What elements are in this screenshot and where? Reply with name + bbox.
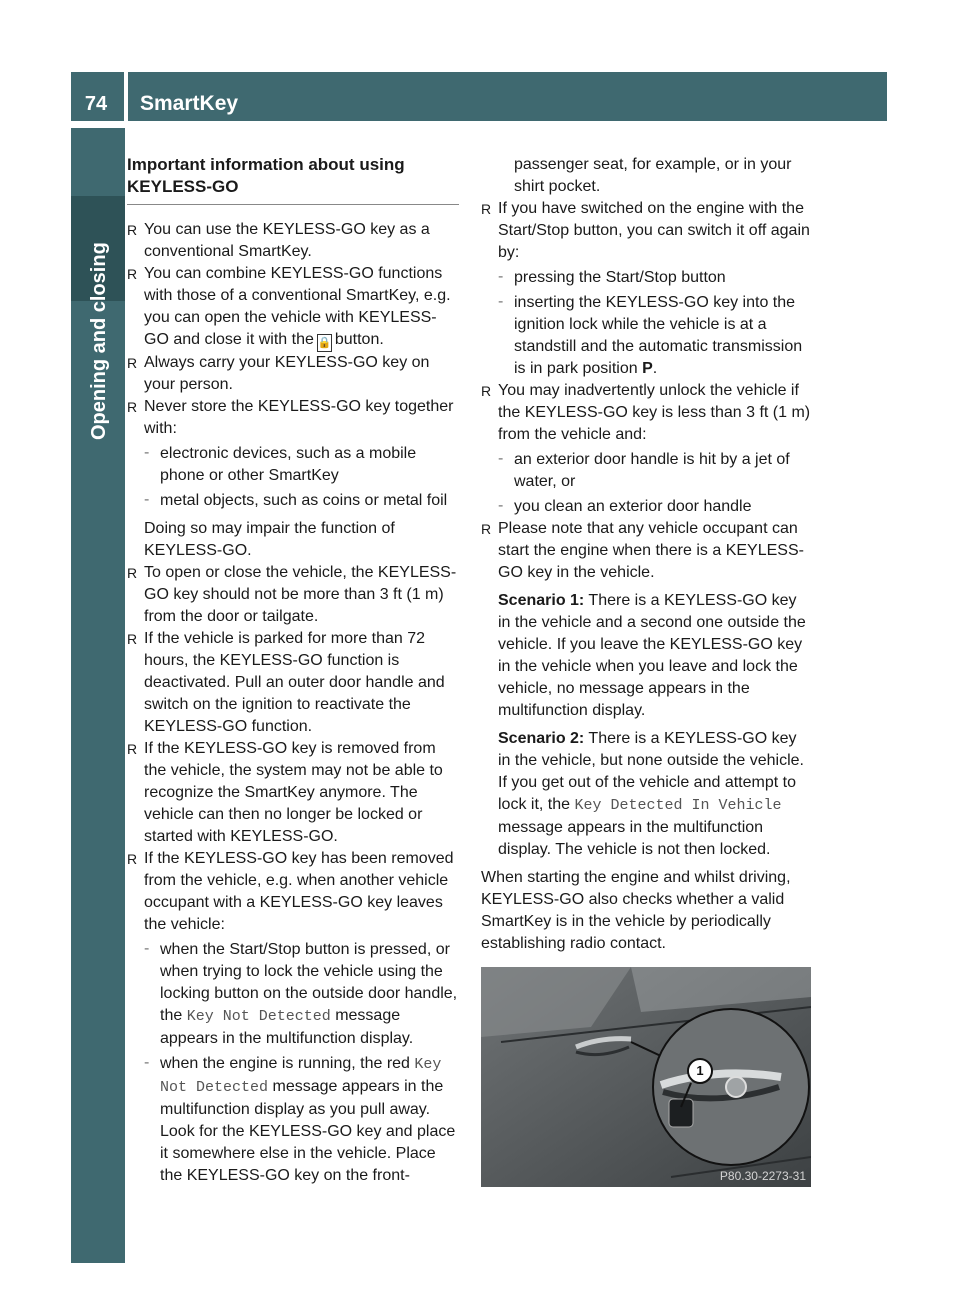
- bullet-item: R Never store the KEYLESS-GO key together with:: [127, 396, 459, 440]
- display-message: Key Detected In Vehicle: [574, 797, 782, 814]
- scenario-text: There is a KEYLESS-GO key in the vehicle, but none outside the vehicle. If you get out of the vehicle and attempt to lock it, the: [498, 730, 804, 813]
- scenario-label: Scenario 2:: [498, 730, 585, 747]
- scenario-label: Scenario 1:: [498, 592, 585, 609]
- section-heading: Important information about using KEYLESS-GO: [127, 154, 459, 205]
- dash-item: [481, 292, 813, 380]
- bullet-text: You can combine KEYLESS-GO functions with those of a conventional SmartKey, e.g. you can open the vehicle with KEYLESS-GO and close it with the: [144, 265, 451, 348]
- bullet-item: [127, 263, 459, 352]
- dash-item: - metal objects, such as coins or metal foil: [127, 490, 459, 512]
- door-handle-figure: [481, 967, 811, 1187]
- continued-text: passenger seat, for example, or in your shirt pocket.: [514, 156, 792, 195]
- dash-text: .: [652, 360, 658, 377]
- dash-text: when the engine is running, the red: [160, 1055, 410, 1072]
- note-text: Doing so may impair the function of KEYLESS-GO.: [144, 520, 395, 559]
- display-message: Key Not Detected: [160, 1056, 442, 1096]
- dash-text: when the Start/Stop button is pressed, or when trying to lock the vehicle using the locking button on the outside door handle, the: [160, 941, 458, 1024]
- dash-text: inserting the KEYLESS-GO key into the ignition lock while the vehicle is at a standstill and the automatic transmission is in park position: [514, 294, 803, 377]
- scenario-1: [481, 590, 813, 722]
- page-number: 74: [84, 93, 108, 115]
- lock-icon: 🔒: [317, 334, 332, 352]
- header-divider: [124, 72, 128, 121]
- section-label: Opening and closing: [88, 242, 110, 440]
- bullet-item: R If the KEYLESS-GO key is removed from the vehicle, the system may not be able to recognize the SmartKey anymore. The vehicle can then no longer be locked or started with KEYLESS-GO.: [127, 738, 459, 848]
- figure-code: P80.30-2273-31: [719, 1169, 806, 1183]
- park-position: P: [642, 360, 653, 377]
- bullet-item: R To open or close the vehicle, the KEYLESS-GO key should not be more than 3 ft (1 m) from the door or tailgate.: [127, 562, 459, 628]
- dash-text: message appears in the multifunction display.: [160, 1007, 414, 1047]
- closing-paragraph: When starting the engine and whilst driving, KEYLESS-GO also checks whether a valid SmartKey is in the vehicle by periodically establishing radio contact.: [481, 869, 791, 952]
- bullet-item: R If the KEYLESS-GO key has been removed from the vehicle, e.g. when another vehicle occupant with a KEYLESS-GO key leaves the vehicle:: [127, 848, 459, 936]
- dash-item: - pressing the Start/Stop button: [481, 267, 813, 289]
- scenario-text: There is a KEYLESS-GO key in the vehicle and a second one outside the vehicle. If you leave the KEYLESS-GO key in the vehicle when you leave and lock the vehicle, no message appears in the multifunction display.: [498, 592, 806, 719]
- bullet-item: R If the vehicle is parked for more than 72 hours, the KEYLESS-GO function is deactivated. Pull an outer door handle and switch on the ignition to reactivate the KEYLESS-GO function.: [127, 628, 459, 738]
- display-message: Key Not Detected: [186, 1008, 331, 1025]
- dash-item: [127, 939, 459, 1050]
- callout-number: 1: [687, 1058, 713, 1084]
- page-title: SmartKey: [140, 92, 239, 115]
- door-illustration: [481, 967, 811, 1187]
- scenario-text: message appears in the multifunction display. The vehicle is not then locked.: [498, 819, 771, 858]
- dash-item: - electronic devices, such as a mobile phone or other SmartKey: [127, 443, 459, 487]
- dash-item: - an exterior door handle is hit by a jet of water, or: [481, 449, 813, 493]
- right-column: [481, 154, 813, 1187]
- dash-item: - you clean an exterior door handle: [481, 496, 813, 518]
- bullet-item: R You can use the KEYLESS-GO key as a conventional SmartKey.: [127, 219, 459, 263]
- dash-text: message appears in the multifunction display as you pull away. Look for the KEYLESS-GO key and place it somewhere else in the vehicle. Place the KEYLESS-GO key on the front-: [160, 1078, 456, 1184]
- left-column: [127, 154, 459, 1187]
- bullet-item: R Always carry your KEYLESS-GO key on your person.: [127, 352, 459, 396]
- dash-item: [127, 1053, 459, 1187]
- bullet-item: R Please note that any vehicle occupant can start the engine when there is a KEYLESS-GO key in the vehicle.: [481, 518, 813, 584]
- scenario-2: [481, 728, 813, 861]
- bullet-item: R If you have switched on the engine with the Start/Stop button, you can switch it off again by:: [481, 198, 813, 264]
- bullet-text: button.: [334, 331, 384, 348]
- bullet-item: R You may inadvertently unlock the vehicle if the KEYLESS-GO key is less than 3 ft (1 m) from the vehicle and:: [481, 380, 813, 446]
